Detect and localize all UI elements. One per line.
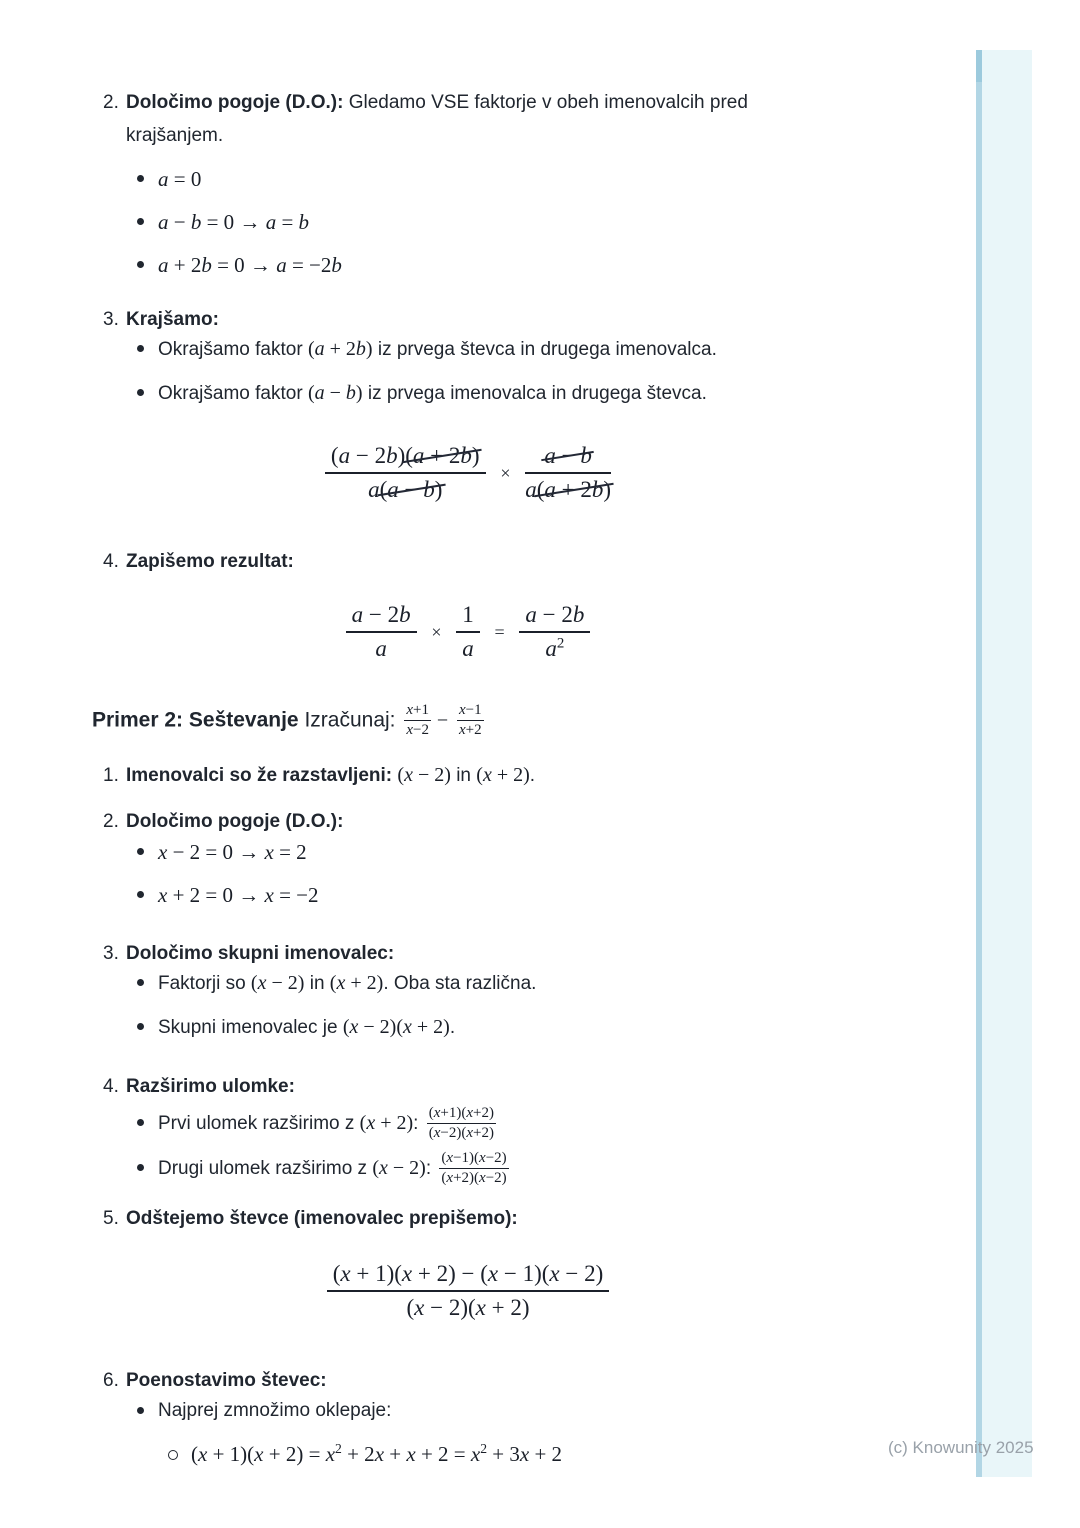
- fraction-numerator: [525, 443, 611, 474]
- bullet-list: [103, 166, 833, 278]
- fraction: $\frac{(x + 1)(x + 2) - (x - 1)(x - 2)}{(x - 2)(x + 2)}$: [327, 1261, 610, 1321]
- side-panel: [976, 50, 1032, 1477]
- step-number: 4.: [103, 1075, 119, 1097]
- step-body: [126, 86, 833, 152]
- math-expression: a = 0: [158, 167, 202, 191]
- footer-copyright: (c) Knowunity 2025: [888, 1438, 1034, 1457]
- math-expression: (x − 2): [397, 763, 451, 786]
- step-number: 2.: [103, 92, 119, 113]
- bullet-item: [103, 882, 833, 908]
- bullet-icon: [137, 345, 144, 352]
- math-expression: (x + 2): [329, 971, 384, 994]
- fraction-denominator: a(a + 2b): [525, 477, 612, 502]
- equation-subtraction: [103, 1261, 833, 1321]
- cancelled-term: (a + 2b): [405, 443, 480, 468]
- bullet-icon: [137, 1119, 144, 1126]
- fraction: [325, 443, 486, 503]
- sub-bullet-item: [103, 1441, 833, 1467]
- inline-fraction: $\frac{(x-1)(x-2)}{(x+2)(x-2)}$: [441, 1150, 507, 1187]
- bullet-icon: [137, 1023, 144, 1030]
- bullet-icon: [137, 1164, 144, 1171]
- bullet-icon: [137, 218, 144, 225]
- cancelled-term: (a + 2b): [536, 477, 612, 502]
- step-title: Določimo skupni imenovalec:: [126, 942, 395, 964]
- bullet-text: Faktorji so (x − 2) in (x + 2). Oba sta različna.: [158, 971, 537, 994]
- heading-lead: Izračunaj:: [304, 708, 396, 732]
- fraction: [525, 443, 611, 503]
- math-expression: (x − 2): [372, 1156, 426, 1179]
- math-expression: (a − b): [307, 382, 363, 404]
- bullet-item: [103, 970, 833, 997]
- step-title: Poenostavimo števec:: [126, 1369, 327, 1391]
- heading-title: Primer 2: Seštevanje: [92, 708, 299, 732]
- step-title: Določimo pogoje (D.O.):: [126, 810, 344, 832]
- step-item-6: [103, 1364, 833, 1397]
- bullet-item: [103, 252, 833, 278]
- minus-operator: −: [436, 709, 449, 732]
- bullet-icon: [137, 848, 144, 855]
- math-expression: (x + 2): [476, 763, 530, 786]
- step-text: Gledamo VSE faktorje v obeh imenovalcih pred krajšanjem.: [126, 92, 748, 146]
- cancelled-term: (a − b): [379, 477, 443, 502]
- bullet-item: [103, 166, 833, 192]
- step-item-3: [103, 303, 833, 336]
- math-expression: a − b = 0 → a = b: [158, 210, 310, 234]
- bullet-icon: [137, 1407, 144, 1414]
- math-expression: x + 2 = 0 → x = −2: [158, 882, 319, 907]
- bullet-item: [103, 1150, 833, 1188]
- step-number: 4.: [103, 551, 119, 572]
- bullet-item: [103, 839, 833, 865]
- fraction: $\frac{a - 2b}{a}$: [346, 602, 417, 662]
- math-expression: (x + 2): [359, 1111, 414, 1134]
- equation-cancellation: [103, 443, 833, 503]
- fraction: $\frac{a - 2b}{a^2}$: [519, 602, 590, 662]
- step-title: Odštejemo števce (imenovalec prepišemo):: [126, 1207, 518, 1229]
- bullet-icon: [137, 979, 144, 986]
- bullet-text: Najprej zmnožimo oklepaje:: [158, 1399, 392, 1421]
- bullet-list: [103, 839, 833, 908]
- step-number: 3.: [103, 942, 119, 964]
- bullet-text: Skupni imenovalec je (x − 2)(x + 2).: [158, 1015, 456, 1038]
- cancelled-term: a − b: [544, 443, 592, 468]
- times-operator: ×: [431, 621, 442, 642]
- step-title: Zapišemo rezultat:: [126, 551, 294, 572]
- math-expression: (a + 2b): [307, 338, 373, 360]
- step-item-4: [103, 545, 833, 578]
- bullet-icon: [137, 175, 144, 182]
- step-number: 6.: [103, 1369, 119, 1391]
- inline-fraction: $\frac{x-1}{x+2}$: [458, 702, 482, 739]
- step-title: Imenovalci so že razstavljeni:: [126, 764, 393, 786]
- step-item-2b: [103, 805, 833, 838]
- fraction: $\frac{1}{a}$: [456, 602, 480, 662]
- equation-result: [103, 602, 833, 662]
- bullet-item: [103, 1014, 833, 1041]
- step-number: 1.: [103, 764, 119, 786]
- fraction-denominator: a(a − b): [368, 477, 443, 502]
- bullet-item: [103, 1398, 833, 1424]
- math-expression: $(x + 1)(x + 2) = x^2 + 2x + x + 2 = x^2 + 3x + 2$: [191, 1440, 563, 1466]
- bullet-list: [103, 1105, 833, 1188]
- bullet-text: Okrajšamo faktor (a − b) iz prvega imenovalca in drugega števca.: [158, 382, 707, 404]
- bullet-item: [103, 336, 833, 363]
- math-expression: x − 2 = 0 → x = 2: [158, 839, 307, 864]
- step-item-3b: [103, 937, 833, 970]
- bullet-icon: [137, 389, 144, 396]
- bullet-item: [103, 1105, 833, 1143]
- inline-fraction: $\frac{x+1}{x-2}$: [406, 702, 429, 739]
- step-item-4b: [103, 1070, 833, 1103]
- step-number: 5.: [103, 1207, 119, 1229]
- bullet-icon: [137, 891, 144, 898]
- bullet-text: Okrajšamo faktor (a + 2b) iz prvega števca in drugega imenovalca.: [158, 338, 717, 360]
- bullet-text: Drugi ulomek razširimo z (x − 2): $\frac{(x-1)(x-2)}{(x+2)(x-2)}$: [158, 1150, 507, 1187]
- step-item-2: [103, 86, 833, 152]
- section-heading-primer2: [92, 702, 833, 740]
- bullet-text: Prvi ulomek razširimo z (x + 2): $\frac{(x+1)(x+2)}{(x-2)(x+2)}$: [158, 1104, 494, 1141]
- inline-fraction: $\frac{(x+1)(x+2)}{(x-2)(x+2)}$: [428, 1104, 494, 1141]
- scrollbar-thumb[interactable]: [976, 50, 982, 82]
- math-expression: (x − 2): [250, 971, 305, 994]
- scrollbar-track[interactable]: [976, 50, 982, 1477]
- bullet-list: [103, 1398, 833, 1467]
- open-circle-bullet-icon: [168, 1450, 178, 1460]
- step-number: 2.: [103, 810, 119, 832]
- step-item-1: 1. Imenovalci so že razstavljeni: (x − 2) in (x + 2).: [103, 759, 833, 792]
- math-expression: a + 2b = 0 → a = −2b: [158, 253, 342, 277]
- bullet-item: [103, 380, 833, 407]
- equals-operator: =: [494, 621, 505, 642]
- step-number: 3.: [103, 309, 119, 330]
- step-title: Določimo pogoje (D.O.):: [126, 92, 344, 113]
- math-expression: (x − 2)(x + 2): [342, 1015, 450, 1038]
- times-operator: ×: [500, 462, 511, 483]
- step-item-5: [103, 1202, 833, 1235]
- fraction-numerator: (a − 2b)(a + 2b): [325, 443, 486, 474]
- bullet-list: [103, 970, 833, 1041]
- bullet-list: [103, 336, 833, 407]
- bullet-item: [103, 209, 833, 235]
- step-title: Razširimo ulomke:: [126, 1075, 295, 1097]
- bullet-icon: [137, 261, 144, 268]
- step-title: Krajšamo:: [126, 309, 219, 330]
